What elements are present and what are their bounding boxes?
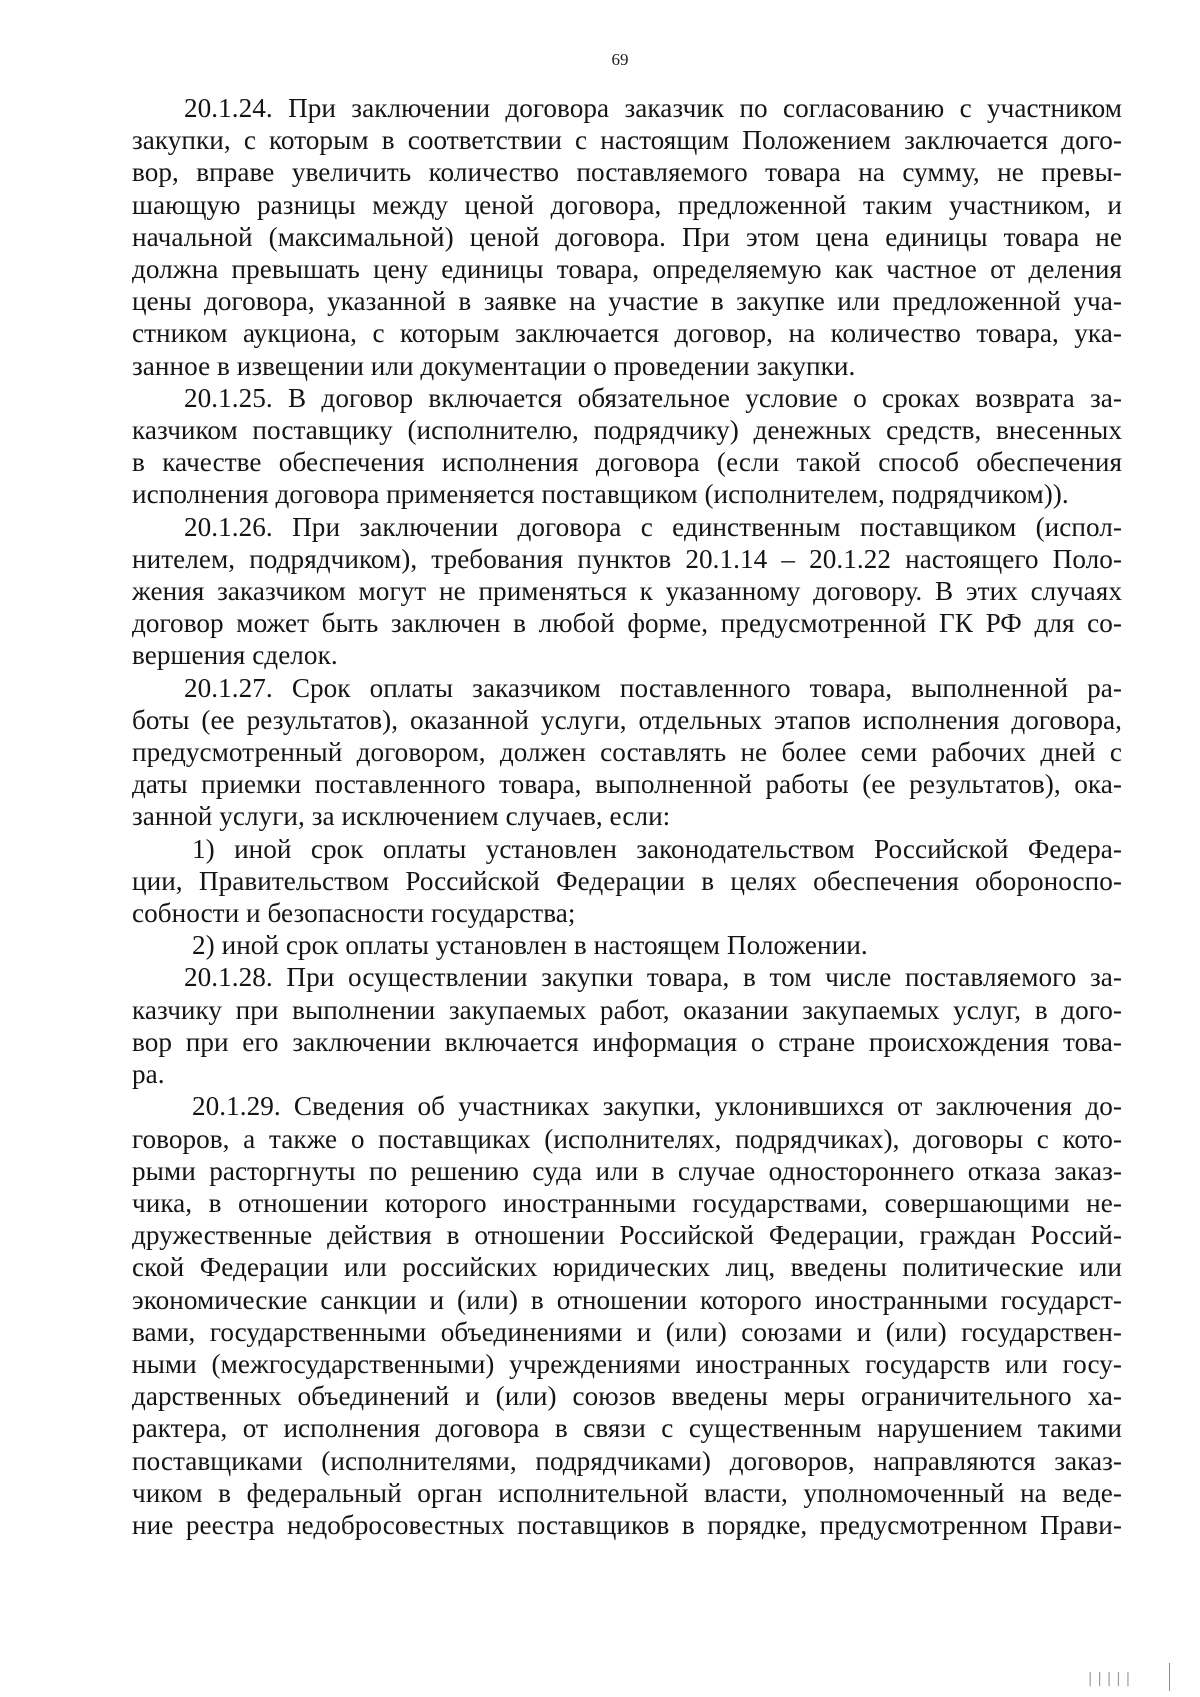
scan-mark: ||||| bbox=[1086, 1671, 1134, 1687]
text-line: собности и безопасности государства; bbox=[132, 898, 576, 929]
text-line: казчику при выполнении закупаемых работ, оказании закупаемых услуг, в дого- bbox=[132, 994, 1122, 1025]
text-line: 20.1.24. При заключении договора заказчик по согласованию с участником bbox=[184, 93, 1122, 123]
text-line: договор может быть заключен в любой форме, предусмотренной ГК РФ для со- bbox=[132, 608, 1122, 639]
page-edge-line bbox=[1169, 1663, 1170, 1691]
text-line: боты (ее результатов), оказанной услуги, отдельных этапов исполнения договора, bbox=[132, 704, 1122, 735]
text-line: вор при его заключении включается информация о стране происхождения това- bbox=[132, 1026, 1122, 1057]
text-line: рактера, от исполнения договора в связи с существенным нарушением такими bbox=[132, 1413, 1122, 1444]
text-line: 1) иной срок оплаты установлен законодательством Российской Федера- bbox=[192, 833, 1122, 864]
text-line: закупки, с которым в соответствии с настоящим Положением заключается дого- bbox=[132, 125, 1122, 156]
text-line: чика, в отношении которого иностранными государствами, совершающими не- bbox=[132, 1187, 1122, 1218]
text-line: предусмотренный договором, должен составлять не более семи рабочих дней с bbox=[132, 737, 1122, 768]
text-line: начальной (максимальной) ценой договора. При этом цена единицы товара не bbox=[132, 221, 1122, 252]
text-line: 2) иной срок оплаты установлен в настоящем Положении. bbox=[192, 930, 868, 961]
text-line: нителем, подрядчиком), требования пунктов 20.1.14 – 20.1.22 настоящего Поло- bbox=[132, 543, 1122, 574]
text-line: должна превышать цену единицы товара, определяемую как частное от деления bbox=[132, 254, 1122, 285]
text-line: 20.1.25. В договор включается обязательное условие о сроках возврата за- bbox=[184, 382, 1122, 413]
text-line: шающую разницы между ценой договора, предложенной таким участником, и bbox=[132, 189, 1122, 220]
text-line: ской Федерации или российских юридических лиц, введены политические или bbox=[132, 1252, 1122, 1283]
text-line: чиком в федеральный орган исполнительной власти, уполномоченный на веде- bbox=[132, 1477, 1122, 1508]
text-line: казчиком поставщику (исполнителю, подрядчику) денежных средств, внесенных bbox=[132, 415, 1122, 446]
page-number: 69 bbox=[611, 50, 629, 69]
text-line: занной услуги, за исключением случаев, если: bbox=[132, 801, 671, 832]
text-line: экономические санкции и (или) в отношении которого иностранными государст- bbox=[132, 1284, 1122, 1315]
text-line: даты приемки поставленного товара, выполненной работы (ее результатов), ока- bbox=[132, 769, 1122, 800]
text-line: 20.1.27. Срок оплаты заказчиком поставленного товара, выполненной ра- bbox=[184, 672, 1122, 703]
text-line: исполнения договора применяется поставщиком (исполнителем, подрядчиком)). bbox=[132, 479, 1069, 510]
text-line: говоров, а также о поставщиках (исполнителях, подрядчиках), договоры с кото- bbox=[132, 1123, 1122, 1154]
text-line: 20.1.29. Сведения об участниках закупки, уклонившихся от заключения до- bbox=[192, 1091, 1122, 1122]
text-line: в качестве обеспечения исполнения договора (если такой способ обеспечения bbox=[132, 447, 1122, 478]
text-line: ции, Правительством Российской Федерации в целях обеспечения обороноспо- bbox=[132, 865, 1122, 896]
text-line: жения заказчиком могут не применяться к указанному договору. В этих случаях bbox=[132, 576, 1122, 607]
text-line: ние реестра недобросовестных поставщиков в порядке, предусмотренном Прави- bbox=[132, 1509, 1122, 1540]
text-line: ными (межгосударственными) учреждениями иностранных государств или госу- bbox=[132, 1348, 1122, 1379]
text-line: цены договора, указанной в заявке на участие в закупке или предложенной уча- bbox=[132, 286, 1122, 317]
text-line: вами, государственными объединениями и (или) союзами и (или) государствен- bbox=[132, 1316, 1122, 1347]
text-line: поставщиками (исполнителями, подрядчиками) договоров, направляются заказ- bbox=[132, 1445, 1122, 1476]
text-line: рыми расторгнуты по решению суда или в случае одностороннего отказа заказ- bbox=[132, 1155, 1122, 1186]
text-line: ра. bbox=[132, 1059, 165, 1090]
text-line: 20.1.28. При осуществлении закупки товара, в том числе поставляемого за- bbox=[184, 962, 1122, 993]
body-text bbox=[132, 92, 1122, 1541]
text-line: 20.1.26. При заключении договора с единственным поставщиком (испол- bbox=[184, 511, 1122, 542]
text-line: занное в извещении или документации о проведении закупки. bbox=[132, 350, 856, 381]
text-line: дружественные действия в отношении Российской Федерации, граждан Россий- bbox=[132, 1220, 1122, 1251]
text-line: вершения сделок. bbox=[132, 640, 338, 671]
text-line: вор, вправе увеличить количество поставляемого товара на сумму, не превы- bbox=[132, 157, 1122, 188]
text-line: дарственных объединений и (или) союзов введены меры ограничительного ха- bbox=[132, 1381, 1122, 1412]
text-line: стником аукциона, с которым заключается договор, на количество товара, ука- bbox=[132, 318, 1122, 349]
